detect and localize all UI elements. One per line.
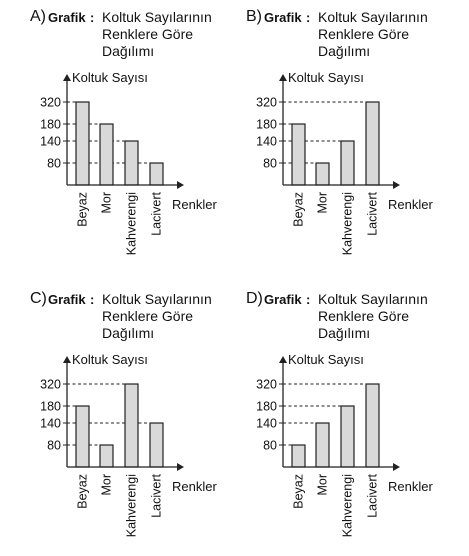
bar-mor — [100, 124, 113, 185]
x-axis-label: Renkler — [388, 197, 433, 212]
bar-mor — [100, 445, 113, 467]
x-axis-arrow-icon — [177, 181, 184, 189]
option-letter: B) — [246, 8, 262, 25]
grafik-label: Grafik — [264, 292, 302, 307]
y-axis-arrow-icon — [279, 74, 287, 81]
y-tick-label: 140 — [256, 134, 277, 149]
category-label: Kahverengi — [340, 192, 355, 256]
x-axis-label: Renkler — [388, 479, 433, 494]
grafik-label: Grafik — [48, 292, 86, 307]
x-axis-arrow-icon — [393, 463, 400, 471]
header-colon: : — [306, 292, 311, 307]
y-tick-label: 140 — [256, 416, 277, 431]
option-letter: C) — [30, 290, 47, 307]
category-label: Kahverengi — [124, 192, 139, 256]
bar-chart — [216, 0, 446, 270]
y-axis-arrow-icon — [63, 356, 71, 363]
category-label: Kahverengi — [340, 474, 355, 538]
bar-mor — [316, 163, 329, 185]
bar-lacivert — [150, 423, 163, 467]
category-label: Beyaz — [291, 192, 306, 227]
category-label: Mor — [99, 192, 114, 214]
category-label: Lacivert — [365, 192, 380, 236]
bar-kahverengi — [341, 406, 354, 467]
caption-line-1: Koltuk Sayılarının — [318, 9, 428, 25]
y-tick-label: 80 — [47, 438, 61, 453]
y-tick-label: 80 — [263, 156, 277, 171]
category-label: Kahverengi — [124, 474, 139, 538]
category-label: Mor — [315, 192, 330, 214]
grafik-label: Grafik — [48, 10, 86, 25]
y-axis-label: Koltuk Sayısı — [288, 352, 364, 367]
y-tick-label: 320 — [256, 95, 277, 110]
bar-beyaz — [76, 102, 89, 185]
bar-chart — [216, 282, 446, 552]
grafik-label: Grafik — [264, 10, 302, 25]
y-tick-label: 80 — [47, 156, 61, 171]
caption-line-3: Dağılımı — [102, 43, 155, 59]
bar-beyaz — [292, 124, 305, 185]
category-label: Beyaz — [75, 474, 90, 509]
caption-line-3: Dağılımı — [318, 43, 371, 59]
header-colon: : — [90, 10, 95, 25]
y-tick-label: 80 — [263, 438, 277, 453]
header-colon: : — [90, 292, 95, 307]
caption-line-2: Renklere Göre — [318, 308, 410, 324]
bar-lacivert — [366, 102, 379, 185]
category-label: Mor — [315, 474, 330, 496]
bar-chart — [0, 282, 230, 552]
chart-panel-c — [0, 282, 230, 552]
caption-line-1: Koltuk Sayılarının — [102, 291, 212, 307]
caption-line-2: Renklere Göre — [102, 308, 194, 324]
category-label: Lacivert — [149, 192, 164, 236]
caption-line-3: Dağılımı — [102, 325, 155, 341]
y-tick-label: 180 — [256, 399, 277, 414]
bar-beyaz — [292, 445, 305, 467]
option-letter: D) — [246, 290, 263, 307]
caption-line-1: Koltuk Sayılarının — [102, 9, 212, 25]
bar-lacivert — [150, 163, 163, 185]
caption-line-2: Renklere Göre — [102, 26, 194, 42]
option-letter: A) — [30, 8, 46, 25]
bar-mor — [316, 423, 329, 467]
caption-line-2: Renklere Göre — [318, 26, 410, 42]
y-axis-label: Koltuk Sayısı — [72, 352, 148, 367]
category-label: Beyaz — [291, 474, 306, 509]
y-tick-label: 180 — [40, 399, 61, 414]
category-label: Lacivert — [149, 474, 164, 518]
y-tick-label: 320 — [256, 377, 277, 392]
chart-panel-d — [216, 282, 446, 552]
y-tick-label: 140 — [40, 134, 61, 149]
y-tick-label: 320 — [40, 95, 61, 110]
bar-kahverengi — [341, 141, 354, 185]
x-axis-arrow-icon — [177, 463, 184, 471]
y-axis-arrow-icon — [63, 74, 71, 81]
bar-chart — [0, 0, 230, 270]
category-label: Mor — [99, 474, 114, 496]
header-colon: : — [306, 10, 311, 25]
bar-kahverengi — [125, 384, 138, 467]
caption-line-3: Dağılımı — [318, 325, 371, 341]
category-label: Lacivert — [365, 474, 380, 518]
x-axis-arrow-icon — [393, 181, 400, 189]
y-axis-label: Koltuk Sayısı — [72, 70, 148, 85]
y-tick-label: 180 — [40, 117, 61, 132]
bar-kahverengi — [125, 141, 138, 185]
x-axis-label: Renkler — [172, 197, 217, 212]
bar-beyaz — [76, 406, 89, 467]
y-tick-label: 180 — [256, 117, 277, 132]
y-axis-arrow-icon — [279, 356, 287, 363]
y-tick-label: 320 — [40, 377, 61, 392]
caption-line-1: Koltuk Sayılarının — [318, 291, 428, 307]
chart-panel-a — [0, 0, 230, 270]
bar-lacivert — [366, 384, 379, 467]
y-tick-label: 140 — [40, 416, 61, 431]
y-axis-label: Koltuk Sayısı — [288, 70, 364, 85]
chart-panel-b — [216, 0, 446, 270]
x-axis-label: Renkler — [172, 479, 217, 494]
category-label: Beyaz — [75, 192, 90, 227]
